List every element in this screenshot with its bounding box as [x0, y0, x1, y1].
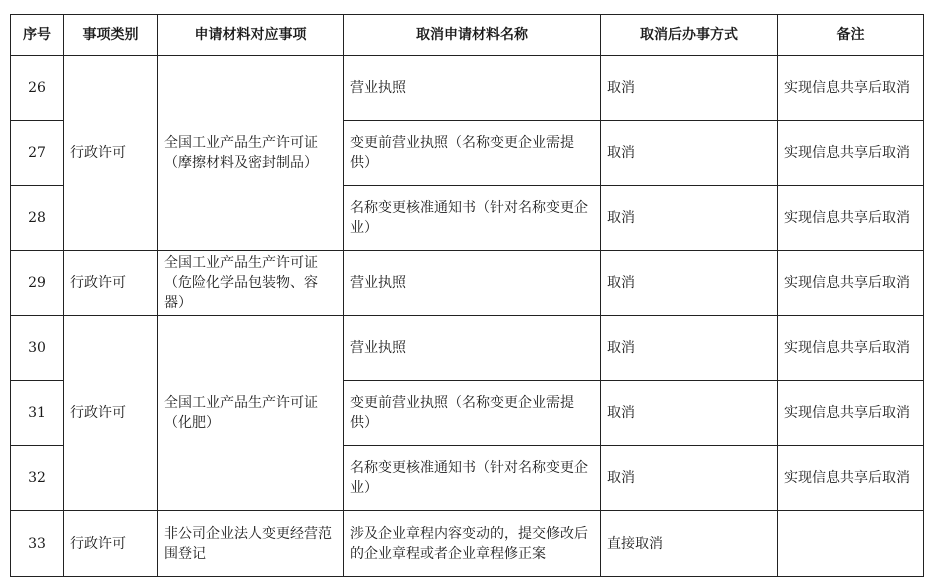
method-cell: 取消	[601, 56, 778, 121]
header-item: 申请材料对应事项	[158, 15, 344, 56]
note-cell: 实现信息共享后取消	[778, 56, 924, 121]
category-cell: 行政许可	[64, 251, 158, 316]
row-number: 28	[11, 186, 64, 251]
material-cell: 名称变更核准通知书（针对名称变更企业）	[344, 186, 601, 251]
category-cell: 行政许可	[64, 511, 158, 577]
table-row	[11, 511, 924, 577]
table-row	[11, 316, 924, 381]
row-number: 33	[11, 511, 64, 577]
row-number: 26	[11, 56, 64, 121]
row-number: 29	[11, 251, 64, 316]
material-cell: 营业执照	[344, 316, 601, 381]
note-cell: 实现信息共享后取消	[778, 381, 924, 446]
method-cell: 直接取消	[601, 511, 778, 577]
method-cell: 取消	[601, 381, 778, 446]
material-cell: 变更前营业执照（名称变更企业需提供）	[344, 381, 601, 446]
method-cell: 取消	[601, 121, 778, 186]
header-note: 备注	[778, 15, 924, 56]
material-cell: 变更前营业执照（名称变更企业需提供）	[344, 121, 601, 186]
header-no: 序号	[11, 15, 64, 56]
row-number: 30	[11, 316, 64, 381]
material-cell: 名称变更核准通知书（针对名称变更企业）	[344, 446, 601, 511]
material-cell: 营业执照	[344, 56, 601, 121]
method-cell: 取消	[601, 316, 778, 381]
note-cell	[778, 511, 924, 577]
note-cell: 实现信息共享后取消	[778, 186, 924, 251]
row-number: 31	[11, 381, 64, 446]
item-cell: 非公司企业法人变更经营范围登记	[158, 511, 344, 577]
header-method: 取消后办事方式	[601, 15, 778, 56]
method-cell: 取消	[601, 251, 778, 316]
material-cell: 涉及企业章程内容变动的，提交修改后的企业章程或者企业章程修正案	[344, 511, 601, 577]
method-cell: 取消	[601, 186, 778, 251]
note-cell: 实现信息共享后取消	[778, 121, 924, 186]
table-row	[11, 251, 924, 316]
note-cell: 实现信息共享后取消	[778, 316, 924, 381]
table-row	[11, 56, 924, 121]
category-cell: 行政许可	[64, 316, 158, 511]
item-cell: 全国工业产品生产许可证（危险化学品包装物、容器）	[158, 251, 344, 316]
header-row	[11, 15, 924, 56]
note-cell: 实现信息共享后取消	[778, 446, 924, 511]
header-category: 事项类别	[64, 15, 158, 56]
item-cell: 全国工业产品生产许可证（化肥）	[158, 316, 344, 511]
item-cell: 全国工业产品生产许可证（摩擦材料及密封制品）	[158, 56, 344, 251]
note-cell: 实现信息共享后取消	[778, 251, 924, 316]
header-material: 取消申请材料名称	[344, 15, 601, 56]
row-number: 32	[11, 446, 64, 511]
method-cell: 取消	[601, 446, 778, 511]
category-cell: 行政许可	[64, 56, 158, 251]
materials-table	[10, 14, 924, 577]
material-cell: 营业执照	[344, 251, 601, 316]
row-number: 27	[11, 121, 64, 186]
